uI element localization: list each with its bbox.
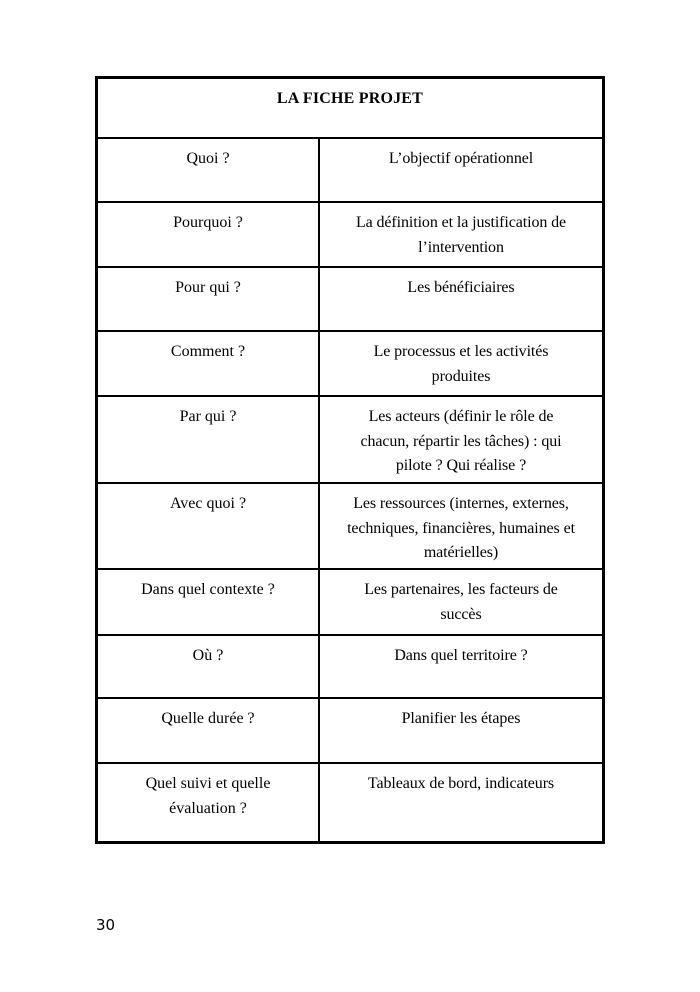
question-cell <box>98 764 320 841</box>
answer-cell <box>320 332 602 395</box>
answer-text: La définition et la justification de l’intervention <box>355 214 567 256</box>
question-cell <box>98 139 320 201</box>
question-text: Où ? <box>192 647 224 664</box>
question-text: Comment ? <box>170 343 246 360</box>
answer-cell <box>320 268 602 330</box>
answer-cell <box>320 397 602 482</box>
project-sheet-table <box>95 76 605 844</box>
answer-text: Les ressources (internes, externes, techniques, financières, humaines et matérielles) <box>347 495 575 561</box>
answer-cell <box>320 570 602 634</box>
answer-cell <box>320 484 602 568</box>
answer-text: Le processus et les activités produites <box>373 343 549 385</box>
table-body <box>98 139 602 841</box>
question-cell <box>98 268 320 330</box>
table-row <box>98 397 602 484</box>
answer-text: Planifier les étapes <box>401 710 521 727</box>
answer-cell <box>320 203 602 266</box>
question-text: Quelle durée ? <box>161 710 255 727</box>
answer-cell <box>320 636 602 697</box>
question-cell <box>98 636 320 697</box>
answer-text: Dans quel territoire ? <box>394 647 528 664</box>
table-title-row <box>98 79 602 139</box>
question-text: Par qui ? <box>179 408 237 425</box>
question-cell <box>98 484 320 568</box>
answer-cell <box>320 139 602 201</box>
table-row <box>98 268 602 332</box>
question-cell <box>98 332 320 395</box>
answer-cell <box>320 764 602 841</box>
question-text: Pour qui ? <box>175 279 241 296</box>
question-cell <box>98 570 320 634</box>
answer-text: Les acteurs (définir le rôle de chacun, répartir les tâches) : qui pilote ? Qui réalise ? <box>360 408 562 474</box>
table-row <box>98 570 602 636</box>
table-row <box>98 332 602 397</box>
question-text: Dans quel contexte ? <box>141 581 275 598</box>
table-row <box>98 636 602 699</box>
question-cell <box>98 203 320 266</box>
question-text: Pourquoi ? <box>173 214 243 231</box>
page-number: 30 <box>96 916 116 934</box>
question-cell <box>98 397 320 482</box>
answer-text: Les partenaires, les facteurs de succès <box>364 581 558 623</box>
table-row <box>98 203 602 268</box>
table-row <box>98 699 602 764</box>
table-title: LA FICHE PROJET <box>276 90 424 107</box>
answer-text: Les bénéficiaires <box>407 279 515 296</box>
table-row <box>98 764 602 841</box>
table-row <box>98 484 602 570</box>
question-text: Quoi ? <box>186 150 230 167</box>
question-text: Avec quoi ? <box>169 495 247 512</box>
question-cell <box>98 699 320 762</box>
answer-text: Tableaux de bord, indicateurs <box>367 775 555 792</box>
answer-text: L’objectif opérationnel <box>388 150 534 167</box>
table-row <box>98 139 602 203</box>
question-text: Quel suivi et quelle évaluation ? <box>145 775 271 817</box>
answer-cell <box>320 699 602 762</box>
